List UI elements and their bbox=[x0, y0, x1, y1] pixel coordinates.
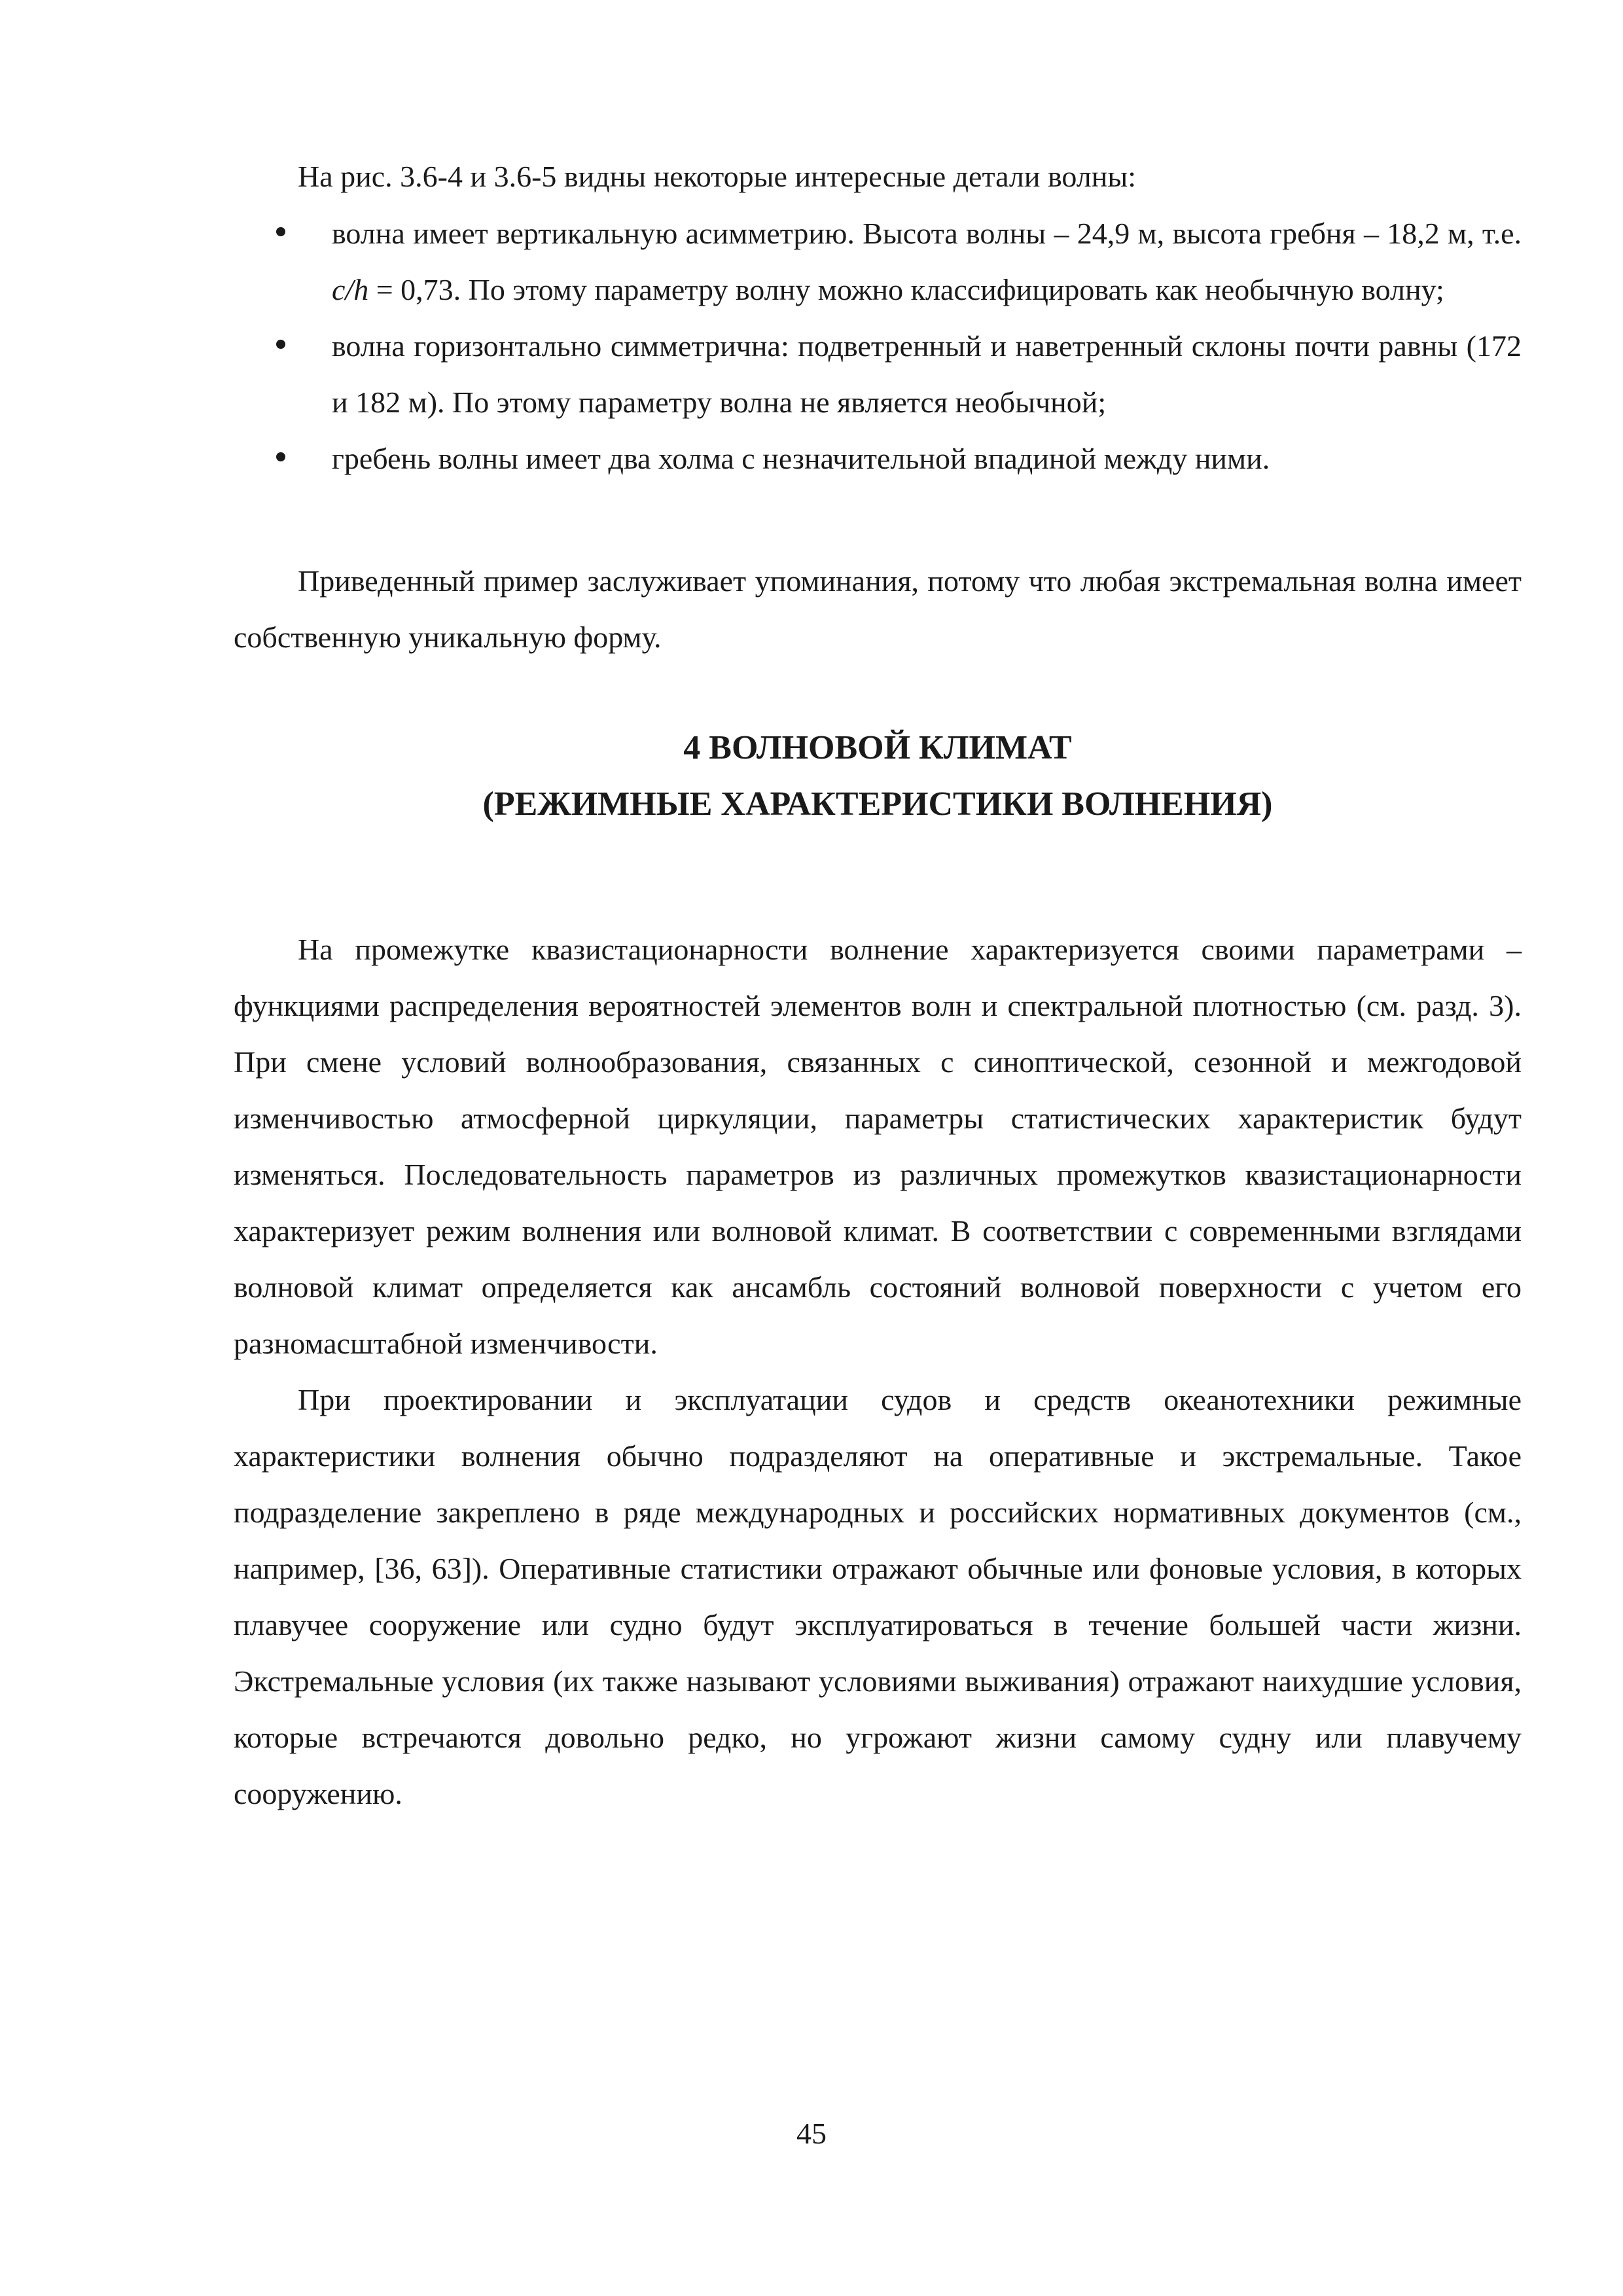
bullet-dot-icon bbox=[276, 452, 285, 461]
bullet-item-asymmetry bbox=[234, 206, 1522, 318]
bullet-text-part: волна имеет вертикальную асимметрию. Высота волны – 24,9 м, высота гребня – 18,2 м, т.е. bbox=[332, 217, 1522, 250]
paragraph-summary: Приведенный пример заслуживает упоминания, потому что любая экстремальная волна имеет собственную уникальную форму. bbox=[234, 564, 1522, 654]
heading-line-2: (РЕЖИМНЫЕ ХАРАКТЕРИСТИКИ ВОЛНЕНИЯ) bbox=[482, 785, 1273, 823]
intro-line: На рис. 3.6-4 и 3.6-5 видны некоторые интересные детали волны: bbox=[298, 160, 1137, 193]
bullet-dot-icon bbox=[276, 340, 285, 349]
paragraph-design-conditions: При проектировании и эксплуатации судов и средств океанотехники режимные характеристики волнения обычно подразделяют на оперативные и экстремальные. Такое подразделение закреплено в ряде международных и российских нормативных документов (см., например, [36, 63]). Оперативные статистики отражают обычные или фоновые условия, в которых плавучее сооружение или судно будут эксплуатироваться в течение большей части жизни. Экстремальные условия (их также называют условиями выживания) отражают наихудшие условия, которые встречаются довольно редко, но угрожают жизни самому судну или плавучему сооружению. bbox=[234, 1383, 1522, 1810]
heading-line-1: 4 ВОЛНОВОЙ КЛИМАТ bbox=[683, 729, 1072, 766]
bullet-list bbox=[234, 206, 1522, 487]
bullet-item-symmetry bbox=[234, 318, 1522, 431]
bullet-item-crest bbox=[234, 431, 1522, 487]
bullet-text: гребень волны имеет два холма с незначительной впадиной между ними. bbox=[332, 442, 1270, 475]
section-heading bbox=[234, 720, 1522, 833]
paragraph-wave-climate: На промежутке квазистационарности волнение характеризуется своими параметрами – функциями распределения вероятностей элементов волн и спектральной плотностью (см. разд. 3). При смене условий волнообразования, связанных с синоптической, сезонной и межгодовой изменчивостью атмосферной циркуляции, параметры статистических характеристик будут изменяться. Последовательность параметров из различных промежутков квазистационарности характеризует режим волнения или волновой климат. В соответствии с современными взглядами волновой климат определяется как ансамбль состояний волновой поверхности с учетом его разномасштабной изменчивости. bbox=[234, 933, 1522, 1360]
bullet-text: волна горизонтально симметрична: подветренный и наветренный склоны почти равны (172 и 182 м). По этому параметру волна не является необычной; bbox=[332, 329, 1522, 419]
bullet-text-part: = 0,73. По этому параметру волну можно классифицировать как необычную волну; bbox=[368, 273, 1444, 306]
bullet-dot-icon bbox=[276, 227, 285, 236]
page-number: 45 bbox=[796, 2117, 827, 2150]
ratio-formula: c/h bbox=[332, 273, 369, 306]
